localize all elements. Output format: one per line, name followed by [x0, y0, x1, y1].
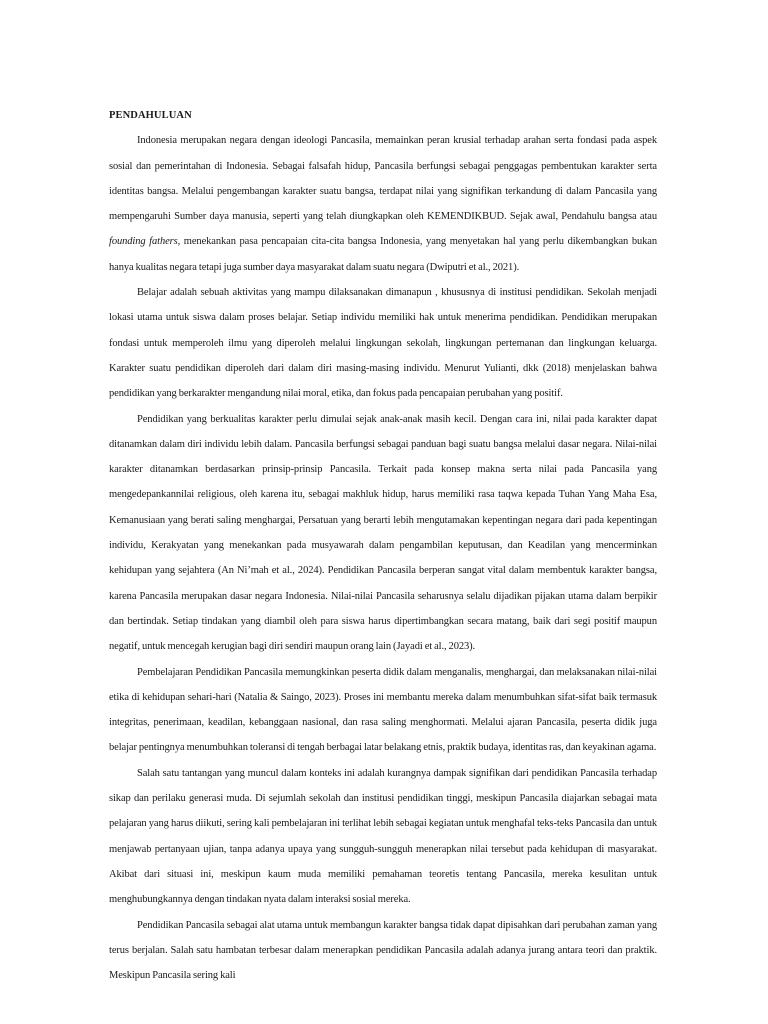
paragraph-text-italic: founding fathers	[109, 236, 178, 248]
document-page	[109, 103, 657, 988]
section-heading: PENDAHULUAN	[109, 110, 192, 121]
paragraph-text: Pembelajaran Pendidikan Pancasila memungkinkan peserta didik dalam menganalis, menghargai, dan melaksanakan nilai-nilai etika di kehidupan sehari-hari (Natalia & Saingo, 2023). Proses ini membantu mereka dalam menumbuhkan sifat-sifat baik termasuk integritas, penerimaan, keadilan, kebanggaan nasional, dan rasa saling menghormati. Melalui ajaran Pancasila, peserta didik juga belajar pentingnya menumbuhkan toleransi di tengah berbagai latar belakang etnis, praktik budaya, identitas ras, dan keyakinan agama.	[109, 666, 657, 754]
paragraph	[109, 407, 657, 660]
paragraph	[109, 128, 657, 280]
paragraph	[109, 761, 657, 913]
paragraph-text: Salah satu tantangan yang muncul dalam konteks ini adalah kurangnya dampak signifikan dari pendidikan Pancasila terhadap sikap dan perilaku generasi muda. Di sejumlah sekolah dan institusi pendidikan tinggi, meskipun Pancasila diajarkan sebagai mata pelajaran yang harus diikuti, sering kali pembelajaran ini terlihat lebih sebagai kegiatan untuk menghafal teks-teks Pancasila dan untuk menjawab pertanyaan ujian, tanpa adanya upaya yang sungguh-sungguh menerapkan nilai tersebut pada kehidupan di masyarakat. Akibat dari situasi ini, meskipun kaum muda memiliki pemahaman teoretis tentang Pancasila, mereka kesulitan untuk menghubungkannya dengan tindakan nyata dalam interaksi sosial mereka.	[109, 767, 657, 906]
paragraph-text: Pendidikan Pancasila sebagai alat utama untuk membangun karakter bangsa tidak dapat dipisahkan dari perubahan zaman yang terus berjalan. Salah satu hambatan terbesar dalam menerapkan pendidikan Pancasila adalah adanya jurang antara teori dan praktik. Meskipun Pancasila sering kali	[109, 919, 657, 982]
paragraph	[109, 660, 657, 761]
paragraph	[109, 280, 657, 406]
paragraph-text: , menekankan pasa pencapaian cita-cita bangsa Indonesia, yang menyetakan hal yang perlu dikembangkan bukan hanya kualitas negara tetapi juga sumber daya masyarakat dalam suatu negara (Dwiputri et al., 2021).	[109, 236, 657, 273]
paragraph-text: Belajar adalah sebuah aktivitas yang mampu dilaksanakan dimanapun , khususnya di institusi pendidikan. Sekolah menjadi lokasi utama untuk siswa dalam proses belajar. Setiap individu memiliki hak untuk menerima pendidikan. Pendidikan merupakan fondasi untuk memperoleh ilmu yang diperoleh melalui lingkungan sekolah, lingkungan pertemanan dan lingkungan keluarga. Karakter suatu pendidikan diperoleh dari dalam diri masing-masing individu. Menurut Yulianti, dkk (2018) menjelaskan bahwa pendidikan yang berkarakter mengandung nilai moral, etika, dan fokus pada pencapaian perubahan yang positif.	[109, 287, 657, 400]
paragraph-text: Pendidikan yang berkualitas karakter perlu dimulai sejak anak-anak masih kecil. Dengan cara ini, nilai pada karakter dapat ditanamkan dalam diri individu lebih dalam. Pancasila berfungsi sebagai panduan bagi suatu bangsa melalui dasar negara. Nilai-nilai karakter ditanamkan berdasarkan prinsip-prinsip Pancasila. Terkait pada konsep makna serta nilai pada Pancasila yang mengedepankannilai religious, oleh karena itu, sebagai makhluk hidup, harus memiliki rasa taqwa kepada Tuhan Yang Maha Esa, Kemanusiaan yang berati saling menghargai, Persatuan yang berarti lebih mengutamakan kepentingan negara dari pada kepentingan individu, Kerakyatan yang menekankan pada musyawarah dalam pengambilan keputusan, dan Keadilan yang mencerminkan kehidupan yang sejahtera (An Ni’mah et al., 2024). Pendidikan Pancasila berperan sangat vital dalam membentuk karakter bangsa, karena Pancasila merupakan dasar negara Indonesia. Nilai-nilai Pancasila seharusnya selalu dijadikan pijakan utama dalam berpikir dan bertindak. Setiap tindakan yang diambil oleh para siswa harus dipertimbangkan secara matang, baik dari segi positif maupun negatif, untuk mencegah kerugian bagi diri sendiri maupun orang lain (Jayadi et al., 2023).	[109, 413, 657, 653]
paragraph-text: Indonesia merupakan negara dengan ideologi Pancasila, memainkan peran krusial terhadap arahan serta fondasi pada aspek sosial dan pemerintahan di Indonesia. Sebagai falsafah hidup, Pancasila berfungsi sebagai penggagas pembentukan karakter serta identitas bangsa. Melalui pengembangan karakter suatu bangsa, terdapat nilai yang signifikan terkandung di dalam Pancasila yang mempengaruhi Sumber daya manusia, seperti yang telah diungkapkan oleh KEMENDIKBUD. Sejak awal, Pendahulu bangsa atau	[109, 135, 657, 223]
paragraph	[109, 913, 657, 989]
